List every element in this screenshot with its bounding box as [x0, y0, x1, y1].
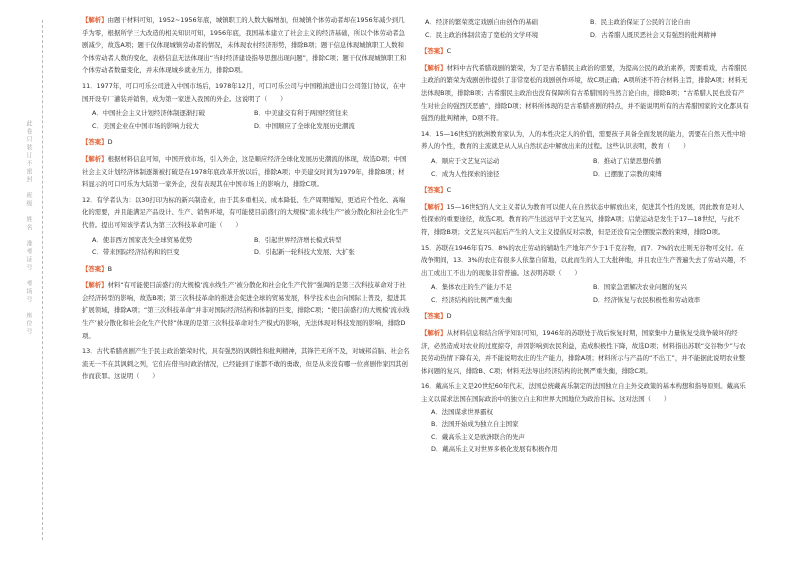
- answer-value: C: [446, 47, 452, 56]
- option-c: C．带来国际经济结构和的巨变: [92, 248, 180, 257]
- explanation-15: [421, 327, 749, 377]
- option-b: B．法国开始成为独立自主国家: [431, 420, 519, 429]
- answer-value: D: [107, 138, 113, 147]
- answer-tag: 【答案】: [421, 186, 447, 195]
- answer-15: [421, 310, 749, 323]
- option-d: D．已摆脱了宗教的束缚: [593, 169, 662, 178]
- explanation-text: 根据材料信息可知，中国开放市场，引入外企，这是顺应经济全球化发展历史潮流的体现，故选D项；中国社会主义计划经济体制逐渐被打破是在1978年底改革开放以后，排除A项；中美建交时间为1979年，排除B项；材料显示的可口可乐为大陆第一家外企，没有表现其在中国市场上的影响力，排除C项。: [82, 154, 407, 189]
- options-13: [425, 16, 749, 41]
- option-c: C．民主政治体制营造了宽松的文学环境: [425, 30, 539, 39]
- options-12: [92, 234, 410, 259]
- explanation-text: 15—16世纪的人文主义者认为教育可以使人在自然状态中解放出来，促进其个性的发展，因此教育是对人性探索的重要途径，故选C项。教育的产生远远早于文艺复兴，排除A项；启蒙运动是发生于17—18世纪，与此不符，排除B项；文艺复兴兴起后产生的人文主义提倡反对宗教，但是还没有完全摆脱宗教的束缚，排除D项。: [421, 202, 745, 236]
- option-c: C．美国企业在中国市场的影响力较大: [92, 121, 199, 130]
- question-16: 16．戴高乐主义是20世纪60年代末，法国总统戴高乐制定的法国独立自主外交政策的基本构想和指导原则。戴高乐主义以谋求法国在国际政治中的独立自主和世界大国地位为政治目标。这对法国（ ）: [421, 382, 746, 404]
- question-15: 15．苏联在1946年有75．8%的农庄劳动的辅助生产地年产少于1千克谷物，而7．7%的农庄则无谷物可交付。在战争期间，13．3%的农庄有很多人依靠自留地，以此而生的人工大批种地，并且农庄生产普遍失去了劳动兴趣，不出工或出工不出力的现象非常普遍。这表明苏联（ ）: [421, 243, 747, 277]
- explanation-10: [82, 14, 410, 77]
- answer-12: [82, 263, 410, 276]
- option-a: A．顺应于文艺复兴运动: [431, 156, 500, 165]
- answer-13: [421, 45, 749, 58]
- option-d: D．古希腊人既厌恶社会又有强烈的批判精神: [590, 30, 717, 39]
- question-11: 11．1977年，可口可乐公司进入中国市场后，1978年12月，可口可乐公司与中国粮油进出口公司签订协议，在中国开设专厂灌装并销售，成为第一家进入我国的外企。这说明了（ ）: [82, 81, 406, 103]
- question-14: 14．15—16世纪的欧洲教育家认为，人的本性决定人的价值，需要孩子具备全面发展的能力，需要在自然天性中培养人的个性，教育的主流就是从人从自然状态中解放出来的过程。这些认识表明，教育（ ）: [421, 129, 746, 151]
- option-b: B．民主政治保证了公民的言论自由: [590, 18, 691, 26]
- option-b: B．推动了启蒙思想传播: [593, 156, 662, 165]
- option-a: A．使非西方国家丧失全球贸易优势: [92, 235, 193, 244]
- option-a: A．经济的繁荣奠定戏剧自由创作的基础: [425, 18, 539, 26]
- options-14: [431, 155, 749, 180]
- answer-value: D: [446, 312, 452, 321]
- answer-tag: 【答案】: [82, 138, 108, 147]
- option-c: C．经济结构的比例严重失衡: [431, 295, 513, 304]
- options-15: [431, 281, 749, 306]
- answer-value: B: [107, 264, 112, 273]
- explanation-14: [421, 201, 749, 239]
- option-c: C．戴高乐主义是欧洲联合的先声: [431, 432, 525, 441]
- answer-tag: 【答案】: [82, 264, 108, 273]
- explanation-tag: 【解析】: [82, 281, 108, 290]
- option-d: D．中国顺应了全球化发展历史潮流: [254, 121, 355, 130]
- option-d: D．戴高乐主义对世界多极化发展有积极作用: [431, 445, 558, 454]
- binding-margin: [4, 0, 64, 562]
- option-c: C．成为人性探索的途径: [431, 169, 500, 178]
- option-b: B．引起世界经济增长模式转型: [254, 235, 342, 244]
- option-d: D．经济恢复与农民积极性和劳动效率: [593, 295, 701, 304]
- options-16: [421, 406, 749, 456]
- explanation-text: 从材料信息和结合所学知识可知，1946年的苏联处于战后恢复时期，国家集中力量恢复受战争破坏的经济，必然造成对农业的过度掠夺，并因影响到农民利益，造成积极性下降，故选D项；材料指出苏联“交谷物少”与农民劳动热情下降有关，并不能说明农庄的生产能力，排除A项；材料所示与产品的“不出工”，并不能据此说明农业整体问题的复兴，排除B、C项；材料无法导出经济结构的比例严重失衡，排除C项。: [421, 329, 746, 375]
- explanation-text: 材料“有可能使目前盛行的大规模‘流水线生产’被分散化和社会化生产代替”强调的是第三次科技革命对于社会经济转型的影响，故选B项；第三次科技革命的推进会促进全球的贸易发展，科学技术也会向国际上普及，提进其扩展领域，排除A项；“第三次科技革命”并非对国际经济结构和体制的巨变，排除C项；“使目前盛行的大规模‘流水线生产’被分散化和社会化生产代替”体现的是第三次科技革命对生产模式的影响，无法体现对科技发展的影响，排除D项。: [82, 281, 410, 340]
- answer-value: C: [446, 186, 452, 195]
- question-13: 13．古代希腊喜剧产生于民主政治繁荣时代，具有强烈的讽刺性和批判精神，其锋芒无所不及，对城邦首脑、社会名流无一不在其讽刺之列，它们在借当时政治情况，已经能到了谁都不敢的勇敢，但是从来没有哪一位喜剧作家因其创作而获罪。这说明（ ）: [82, 347, 410, 381]
- explanation-tag: 【解析】: [421, 63, 447, 72]
- answer-tag: 【答案】: [421, 47, 447, 56]
- explanation-12: [82, 279, 410, 342]
- explanation-13: [421, 62, 749, 125]
- explanation-tag: 【解析】: [421, 202, 447, 211]
- option-a: A．中国社会主义计划经济体制逐渐打破: [92, 109, 206, 118]
- explanation-tag: 【解析】: [82, 16, 108, 24]
- option-a: A．法国谋求世界霸权: [431, 407, 493, 416]
- left-column: [82, 14, 410, 559]
- explanation-11: [82, 153, 410, 191]
- option-b: B．中美建交有利于两国经贸往来: [254, 109, 348, 118]
- option-d: D．引起新一轮科技大发展、大扩张: [254, 248, 355, 257]
- explanation-tag: 【解析】: [421, 329, 447, 338]
- explanation-tag: 【解析】: [82, 154, 108, 163]
- answer-tag: 【答案】: [421, 312, 447, 321]
- binding-text: 此卷只装订不密封 班级 姓名 准考证号 考场号 座位号: [25, 120, 32, 336]
- options-11: [92, 107, 410, 132]
- explanation-text: 由题干材料可知，1952~1956年底，城镇职工的人数大幅增加，但城镇个体劳动者却在1956年减少到几乎为零，根据所学三大改造的相关知识可知，1956年底，我国基本建立了社会主义的经济基础，所以个体劳动者急剧减少，故选A项；题干仅体现城镇劳动者的情况，未体现农村经济形势，排除B项；题干信息体现城镇职工人数和个体劳动者人数的变化，表格信息无法体现出“当时经济建设指导思想出现问题”，排除C项；题干仅体现城镇职工和个体劳动者数量变化，并未体现城乡就业压力，排除D项。: [82, 16, 407, 75]
- answer-11: [82, 136, 410, 149]
- binding-dashed-line: [42, 20, 43, 540]
- answer-14: [421, 184, 749, 197]
- explanation-text: 材料中古代希腊戏剧的繁荣，为了是古希腊民主政治的需要，为提高公民的政治素养，需要看戏，古希腊民主政治的繁荣为戏剧创作提供了非常宽松的戏剧创作环境，故C项正确；A项所述不符合材料主旨，排除A项；材料无法体现B项，排除B项；古希腊民主政治也没有保障所有古希腊国的当然言论自由，排除B项；“古希腊人民也没有产生对社会的强烈厌恶感”，排除D项；材料所体现的是古希腊喜剧的特点，并不能说明所有的古希腊国家的文化都具有强烈的批判精神，D项不符。: [421, 63, 749, 123]
- right-column: [421, 14, 749, 559]
- question-12: 12．有学者认为：以30打印为标的新兴制造业，由于其多重相关、成本降低、生产周期缩短，更适应个性化、高端化的需要，并且能满足产品设计、生产、销售环境，有可能使目前盛行的大规模“流水线生产”被分散化和社会化生产代替。提出可知该学者认为第三次科技革命可能（ ）: [82, 195, 409, 229]
- option-a: A．集体农庄的生产能力不足: [431, 283, 513, 292]
- option-b: B．国家急需解决农业问题的复兴: [593, 283, 687, 292]
